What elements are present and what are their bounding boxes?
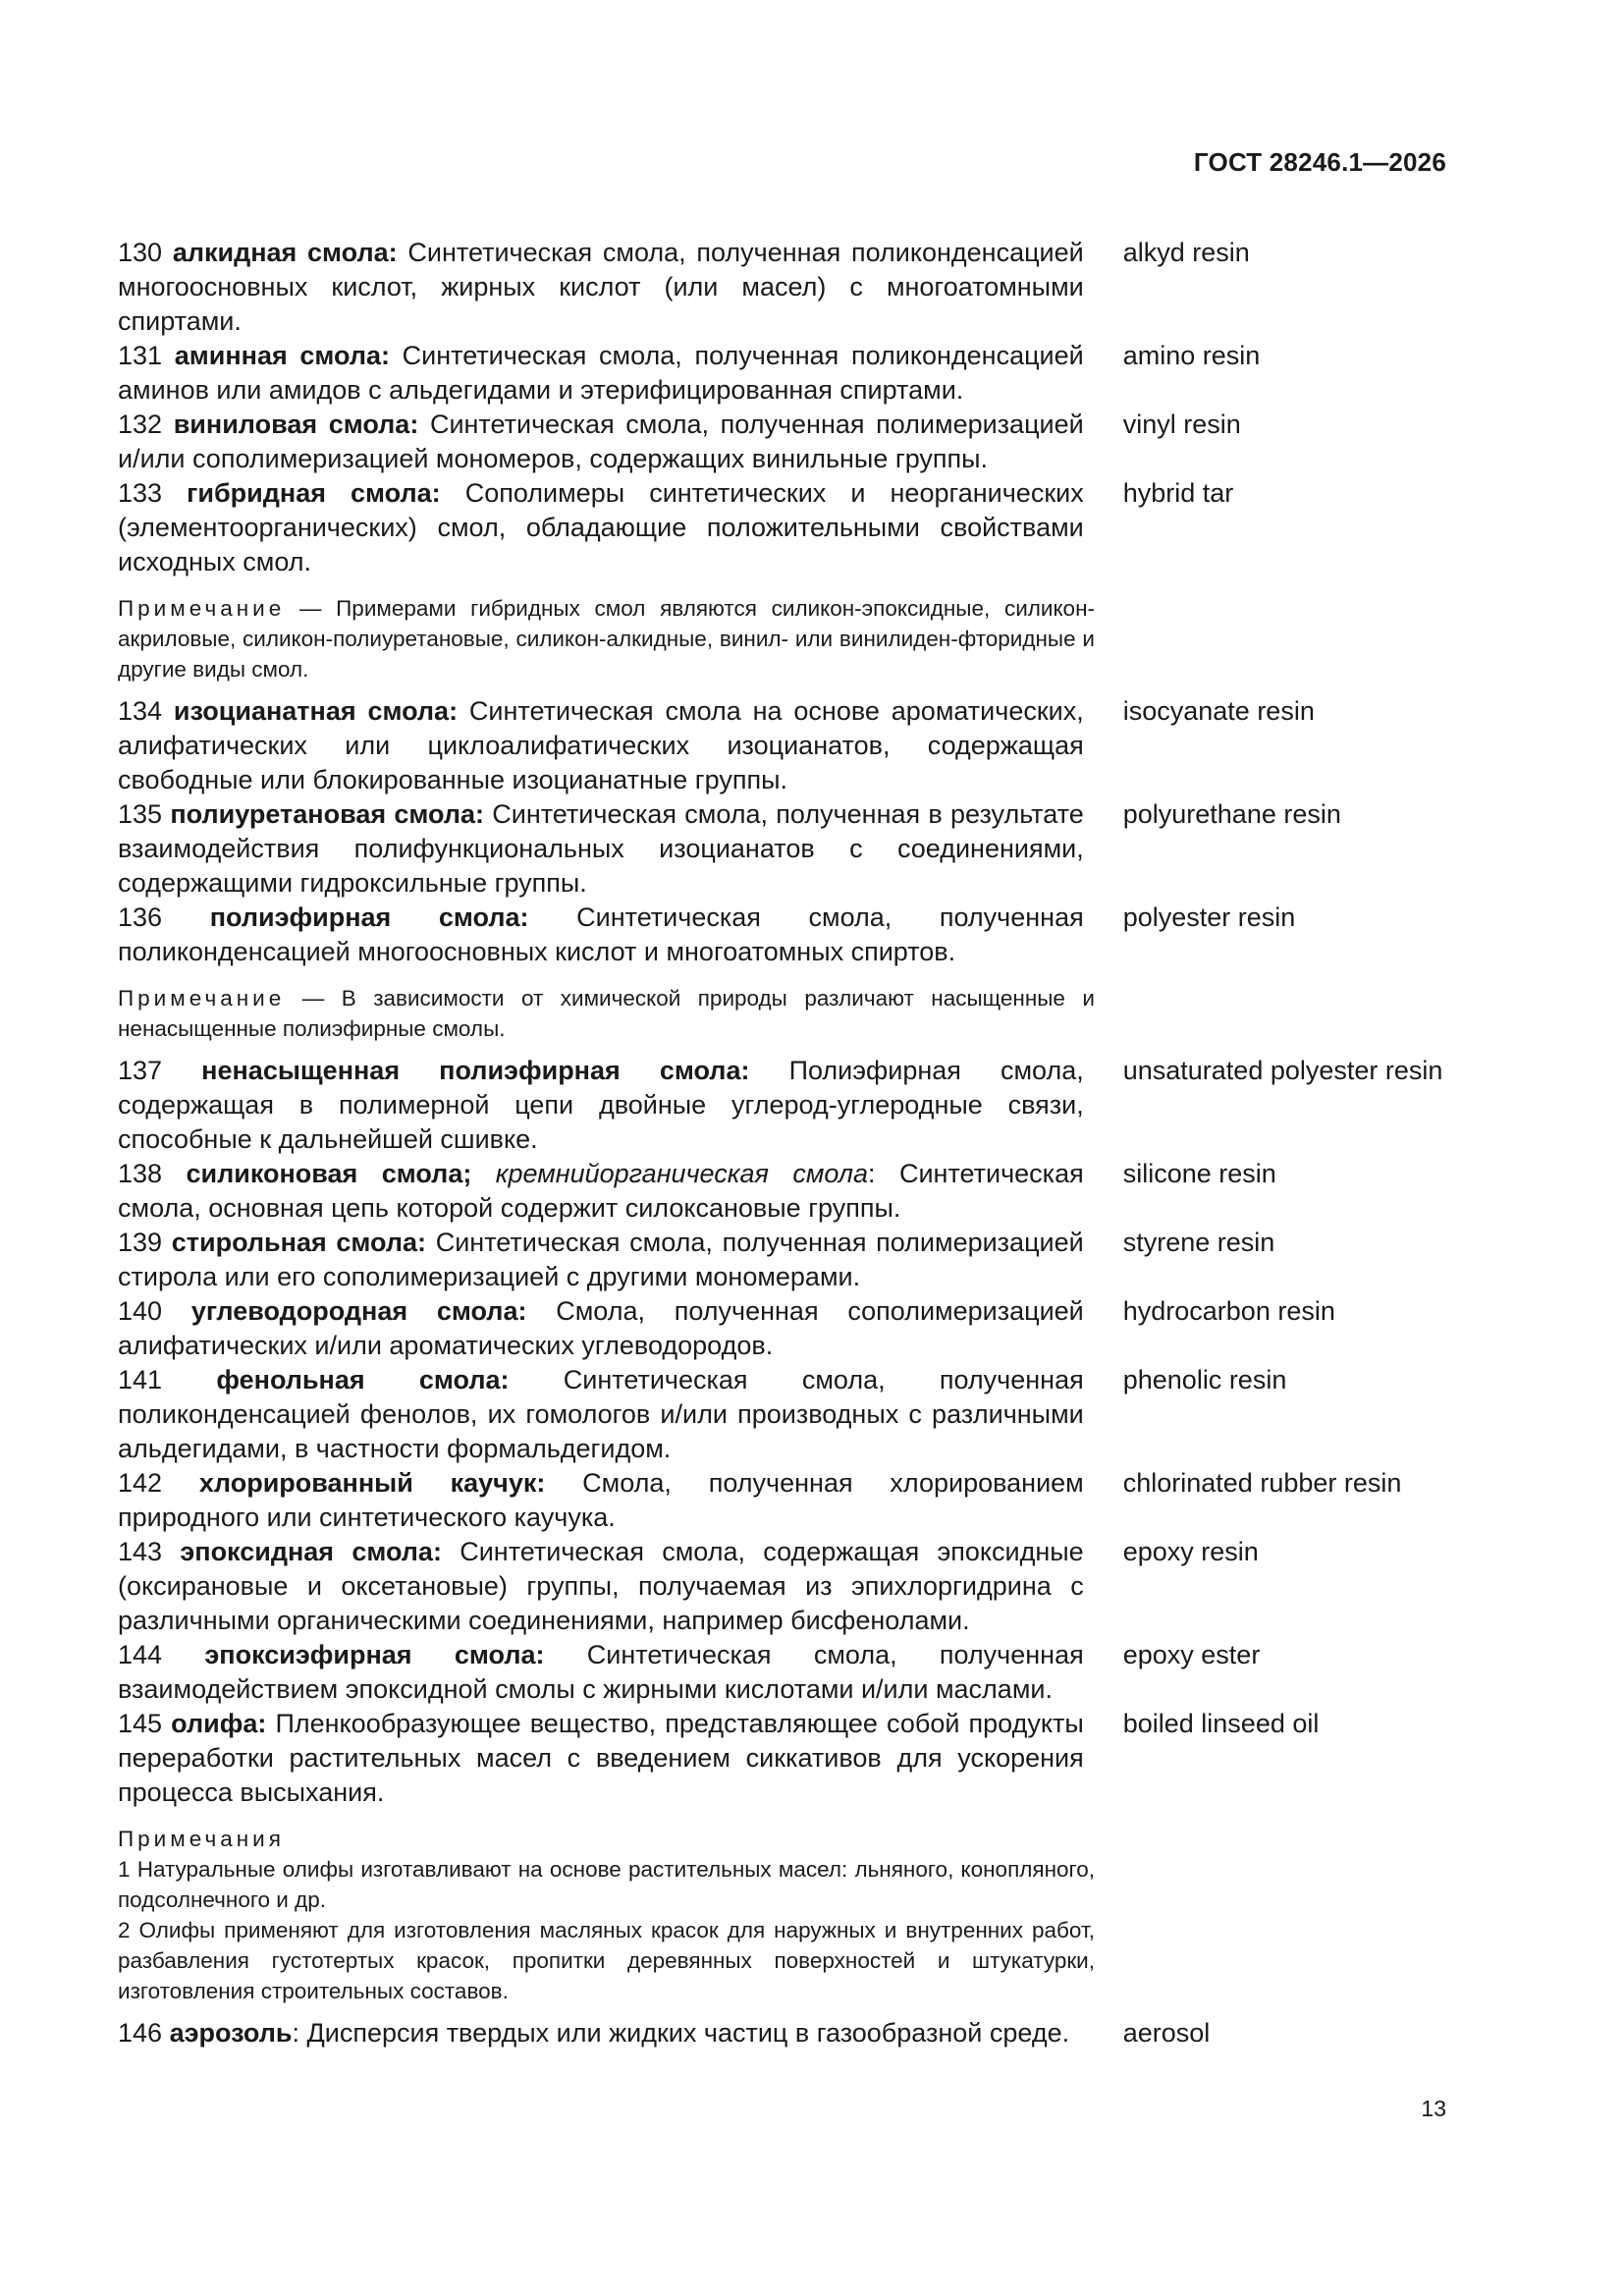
term-name: изоцианатная смола: — [173, 696, 459, 726]
term-definition-text: Синтетическая смола, полученная поликонденсацией фенолов, их гомологов и/или производных с различными альдегидами, в частности формальдегидом. — [118, 1365, 1084, 1463]
term-definition — [118, 2016, 1084, 2050]
term-definition-column — [118, 236, 1084, 339]
term-definition-column — [118, 1466, 1084, 1535]
term-name: виниловая смола: — [173, 410, 419, 439]
term-definition — [118, 1638, 1084, 1707]
term-entry-130 — [118, 236, 1443, 339]
note-label: Примечание — [118, 596, 286, 621]
term-english-equivalent: styrene resin — [1122, 1228, 1275, 1257]
term-definition — [118, 1707, 1084, 1810]
term-name: ненасыщенная полиэфирная смола: — [201, 1056, 750, 1085]
term-definition-column — [118, 1535, 1084, 1638]
term-definition-text: Синтетическая смола, полученная полимеризацией стирола или его сополимеризацией с другими мономерами. — [118, 1228, 1084, 1291]
term-definition — [118, 236, 1084, 339]
term-definition-text: Смола, полученная хлорированием природного или синтетического каучука. — [118, 1468, 1084, 1532]
term-entry-145 — [118, 1707, 1443, 1810]
note-column — [118, 593, 1095, 684]
term-number: 136 — [118, 902, 163, 932]
note-text — [118, 593, 1095, 684]
term-entry-141 — [118, 1363, 1443, 1466]
term-definition-text: Смола, полученная сополимеризацией алифатических и/или ароматических углеводородов. — [118, 1296, 1084, 1360]
term-definition-column — [118, 339, 1084, 408]
term-name: силиконовая смола; — [186, 1159, 472, 1188]
term-english-equivalent: silicone resin — [1122, 1159, 1276, 1188]
term-english-equivalent: chlorinated rubber resin — [1122, 1468, 1402, 1498]
page-number: 13 — [1421, 2096, 1446, 2121]
term-definition — [118, 797, 1084, 901]
term-definition-column — [118, 1226, 1084, 1294]
term-synonym: кремнийорганическая смола — [471, 1159, 869, 1188]
term-definition-text: Полиэфирная смола, содержащая в полимерной цепи двойные углерод-углеродные связи, способные к дальнейшей сшивке. — [118, 1056, 1084, 1154]
term-definition-text: Синтетическая смола, полученная взаимодействием эпоксидной смолы с жирными кислотами и/или маслами. — [118, 1640, 1084, 1704]
term-entry-132 — [118, 408, 1443, 476]
term-entry-142 — [118, 1466, 1443, 1535]
term-english-equivalent: unsaturated polyester resin — [1122, 1056, 1443, 1085]
term-english-equivalent: polyurethane resin — [1122, 799, 1341, 829]
term-definition-column — [118, 1638, 1084, 1707]
term-definition — [118, 694, 1084, 797]
term-definition-text: Синтетическая смола, основная цепь которой содержит силоксановые группы. — [118, 1159, 1084, 1223]
term-definition-text: Синтетическая смола, полученная поликонденсацией многоосновных кислот и многоатомных спиртов. — [118, 902, 1084, 966]
term-definition-column — [118, 901, 1084, 969]
term-definition-column — [118, 408, 1084, 476]
term-number: 138 — [118, 1159, 163, 1188]
term-entry-136 — [118, 901, 1443, 969]
term-entry-146 — [118, 2016, 1443, 2050]
term-name: алкидная смола: — [172, 238, 398, 267]
term-definition — [118, 1157, 1084, 1226]
term-name: аминная смола: — [174, 341, 390, 370]
term-definition-text: Синтетическая смола на основе ароматических, алифатических или циклоалифатических изоцианатов, содержащая свободные или блокированные изоцианатные группы. — [118, 696, 1084, 794]
term-definition — [118, 1226, 1084, 1294]
term-definition — [118, 1294, 1084, 1363]
term-name: углеводородная смола: — [190, 1296, 527, 1326]
term-name: полиэфирная смола: — [209, 902, 529, 932]
term-number: 132 — [118, 410, 163, 439]
term-name: аэрозоль — [169, 2018, 293, 2048]
term-separator: : — [868, 1159, 876, 1188]
term-definition-column — [118, 1054, 1084, 1157]
term-number: 131 — [118, 341, 163, 370]
note-block — [118, 983, 1443, 1044]
note-body: — В зависимости от химической природы различают насыщенные и ненасыщенные полиэфирные смолы. — [118, 986, 1095, 1041]
term-definition-text: Сополимеры синтетических и неорганических (элементоорганических) смол, обладающие положительными свойствами исходных смол. — [118, 478, 1084, 576]
term-english-equivalent: amino resin — [1122, 341, 1261, 370]
term-definition — [118, 339, 1084, 408]
term-entry-139 — [118, 1226, 1443, 1294]
term-english-equivalent: hydrocarbon resin — [1122, 1296, 1335, 1326]
note-block — [118, 593, 1443, 684]
term-number: 140 — [118, 1296, 163, 1326]
term-english-equivalent: aerosol — [1122, 2018, 1211, 2048]
term-number: 145 — [118, 1709, 163, 1738]
term-definition-column — [118, 1157, 1084, 1226]
notes-column — [118, 1824, 1095, 2006]
term-definition — [118, 476, 1084, 579]
term-number: 130 — [118, 238, 163, 267]
term-definition — [118, 1363, 1084, 1466]
note-label: Примечание — [118, 986, 286, 1011]
term-definition — [118, 1466, 1084, 1535]
term-definition-text: Синтетическая смола, полученная полимеризацией и/или сополимеризацией мономеров, содержащих винильные группы. — [118, 410, 1084, 473]
term-name: олифа: — [171, 1709, 267, 1738]
notes-label: Примечания — [118, 1827, 285, 1851]
note-item: 1 Натуральные олифы изготавливают на основе растительных масел: льняного, конопляного, подсолнечного и др. — [118, 1857, 1095, 1912]
term-entry-143 — [118, 1535, 1443, 1638]
note-body: — Примерами гибридных смол являются силикон-эпоксидные, силикон-акриловые, силикон-полиуретановые, силикон-алкидные, винил- или винилиден-фторидные и другие виды смол. — [118, 596, 1095, 682]
term-english-equivalent: vinyl resin — [1122, 410, 1241, 439]
term-entry-134 — [118, 694, 1443, 797]
term-english-equivalent: isocyanate resin — [1122, 696, 1315, 726]
term-english-equivalent: epoxy ester — [1122, 1640, 1261, 1669]
term-entry-144 — [118, 1638, 1443, 1707]
term-definition-column — [118, 694, 1084, 797]
term-definition-text: Пленкообразующее вещество, представляющее собой продукты переработки растительных масел с введением сиккативов для ускорения процесса высыхания. — [118, 1709, 1084, 1807]
term-name: эпоксиэфирная смола: — [204, 1640, 545, 1669]
term-definition-column — [118, 476, 1084, 579]
term-name: гибридная смола: — [187, 478, 441, 508]
term-definition-column — [118, 2016, 1084, 2050]
term-number: 139 — [118, 1228, 163, 1257]
term-number: 143 — [118, 1537, 163, 1566]
term-definition-text: Дисперсия твердых или жидких частиц в газообразной среде. — [298, 2018, 1070, 2048]
term-number: 134 — [118, 696, 163, 726]
term-english-equivalent: boiled linseed oil — [1122, 1709, 1320, 1738]
term-english-equivalent: hybrid tar — [1122, 478, 1234, 508]
term-definition-text: Синтетическая смола, полученная в результате взаимодействия полифункциональных изоцианатов с соединениями, содержащими гидроксильные группы. — [118, 799, 1084, 898]
term-definition-column — [118, 1363, 1084, 1466]
term-entry-131 — [118, 339, 1443, 408]
terms-list — [118, 236, 1443, 2050]
term-number: 133 — [118, 478, 163, 508]
term-definition — [118, 1054, 1084, 1157]
term-number: 142 — [118, 1468, 163, 1498]
term-name: полиуретановая смола: — [170, 799, 484, 829]
term-number: 146 — [118, 2018, 163, 2048]
term-english-equivalent: phenolic resin — [1122, 1365, 1287, 1394]
term-entry-137 — [118, 1054, 1443, 1157]
term-number: 137 — [118, 1056, 163, 1085]
term-definition — [118, 1535, 1084, 1638]
term-english-equivalent: alkyd resin — [1122, 238, 1250, 267]
term-definition — [118, 901, 1084, 969]
term-entry-140 — [118, 1294, 1443, 1363]
term-definition-text: Синтетическая смола, полученная поликонденсацией многоосновных кислот, жирных кислот (или масел) с многоатомными спиртами. — [118, 238, 1084, 336]
term-name: хлорированный каучук: — [198, 1468, 546, 1498]
note-column — [118, 983, 1095, 1044]
term-entry-133 — [118, 476, 1443, 579]
note-item: 2 Олифы применяют для изготовления масляных красок для наружных и внутренних работ, разбавления густотертых красок, пропитки деревянных поверхностей и штукатурки, изготовления строительных составов. — [118, 1918, 1095, 2003]
term-name: стирольная смола: — [171, 1228, 427, 1257]
note-text — [118, 983, 1095, 1044]
term-definition-column — [118, 1707, 1084, 1810]
term-number: 141 — [118, 1365, 163, 1394]
term-number: 144 — [118, 1640, 163, 1669]
term-definition — [118, 408, 1084, 476]
term-entry-135 — [118, 797, 1443, 901]
term-name: фенольная смола: — [216, 1365, 510, 1394]
term-number: 135 — [118, 799, 163, 829]
term-english-equivalent: epoxy resin — [1122, 1537, 1259, 1566]
term-definition-column — [118, 797, 1084, 901]
term-english-equivalent: polyester resin — [1122, 902, 1296, 932]
term-definition-text: Синтетическая смола, содержащая эпоксидные (оксирановые и оксетановые) группы, получаемая из эпихлоргидрина с различными органическими соединениями, например бисфенолами. — [118, 1537, 1084, 1635]
term-name: эпоксидная смола: — [180, 1537, 442, 1566]
term-definition-text: Синтетическая смола, полученная поликонденсацией аминов или амидов с альдегидами и этерифицированная спиртами. — [118, 341, 1084, 405]
notes-block — [118, 1824, 1443, 2006]
term-separator: : — [292, 2018, 299, 2048]
term-entry-138 — [118, 1157, 1443, 1226]
term-definition-column — [118, 1294, 1084, 1363]
document-header: ГОСТ 28246.1—2026 — [1193, 147, 1446, 177]
